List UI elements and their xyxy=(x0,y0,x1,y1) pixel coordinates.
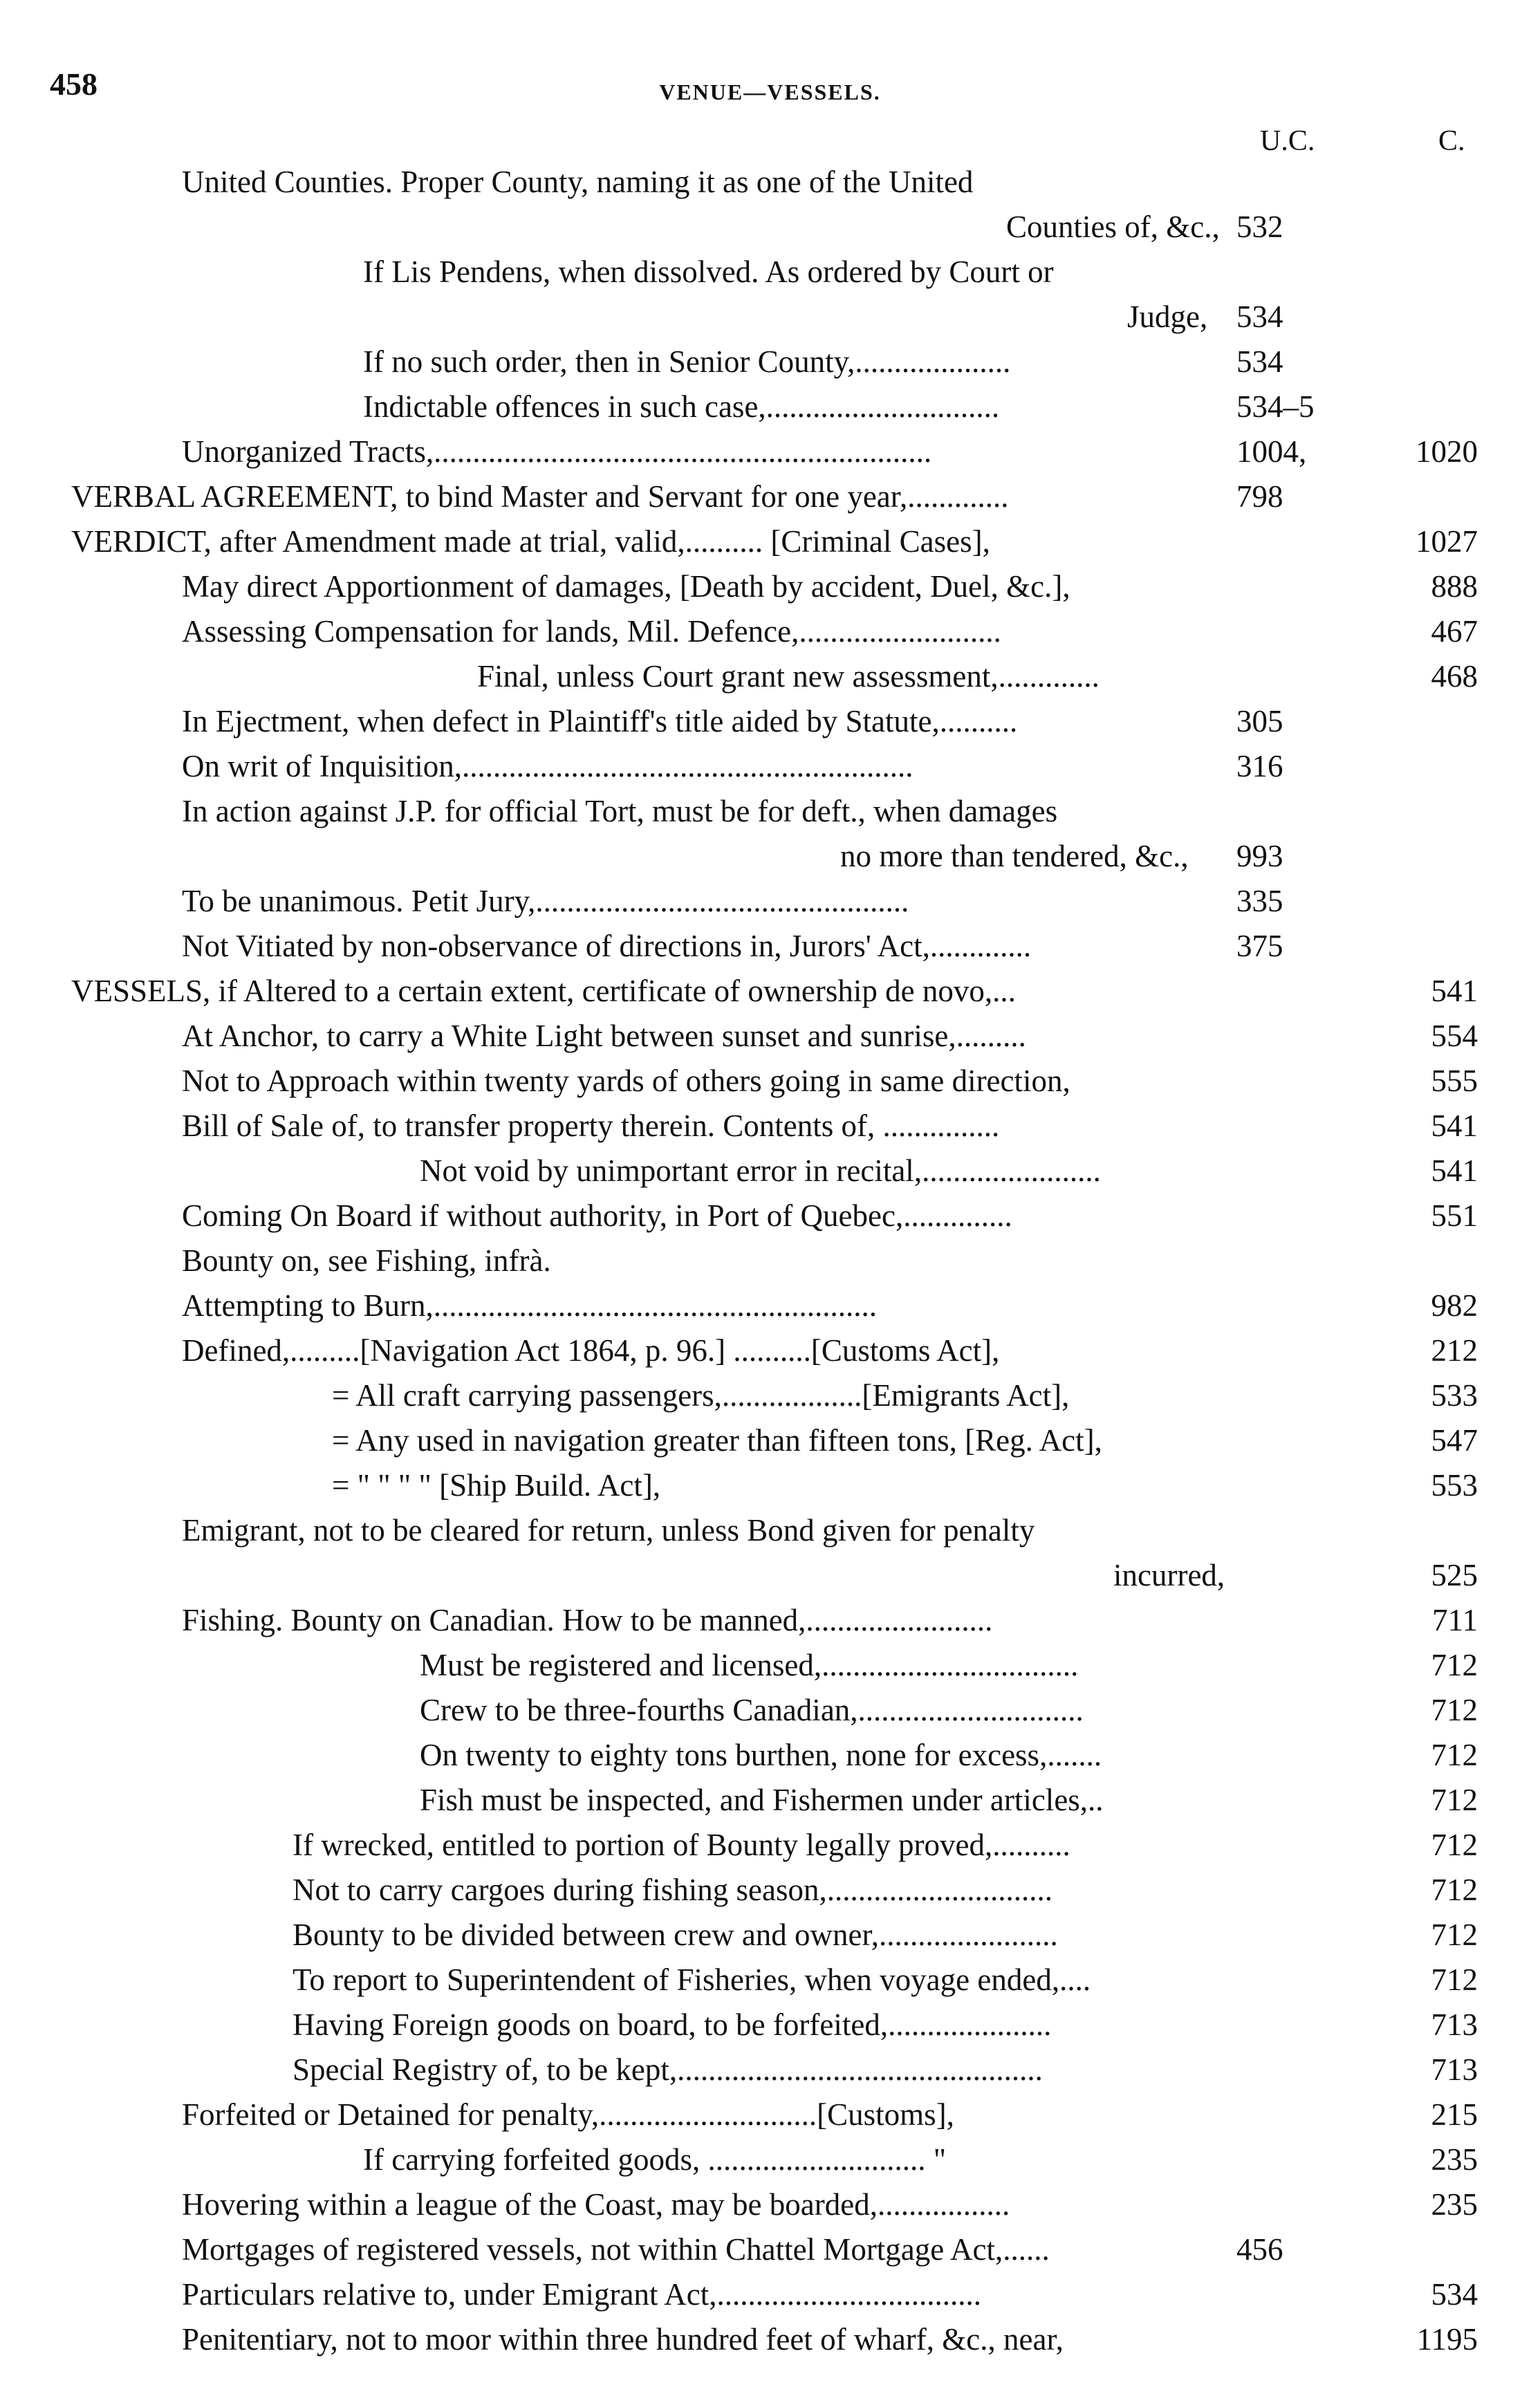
entry-text: Counties of, &c., xyxy=(1006,210,1220,244)
running-head: VENUE—VESSELS. xyxy=(659,80,881,104)
index-entry xyxy=(0,1736,1540,1774)
entry-c-page: 888 xyxy=(1431,569,1478,604)
entry-uc-page: 1004, xyxy=(1236,434,1307,469)
entry-c-page: 235 xyxy=(1431,2187,1478,2222)
entry-c-page: 1020 xyxy=(1416,434,1478,469)
entry-uc-page: 375 xyxy=(1236,929,1283,963)
index-entry xyxy=(0,882,1540,920)
entry-text: Must be registered and licensed,................................. xyxy=(420,1648,1079,1682)
entry-text: Forfeited or Detained for penalty,............................[Customs], xyxy=(182,2097,954,2132)
index-entry xyxy=(0,1151,1540,1190)
entry-c-page: 554 xyxy=(1431,1019,1478,1053)
index-entry xyxy=(0,1421,1540,1460)
entry-c-page: 551 xyxy=(1431,1198,1478,1233)
entry-c-page: 215 xyxy=(1431,2097,1478,2132)
entry-text: To report to Superintendent of Fisheries, when voyage ended,.... xyxy=(293,1962,1091,1997)
index-entry xyxy=(0,1646,1540,1684)
index-entry xyxy=(0,1870,1540,1909)
entry-c-page: 982 xyxy=(1431,1288,1478,1323)
entry-text: Fish must be inspected, and Fishermen under articles,.. xyxy=(420,1783,1104,1817)
entry-text: Fishing. Bounty on Canadian. How to be manned,........................ xyxy=(182,1603,993,1637)
entry-uc-page: 993 xyxy=(1236,839,1283,873)
entry-text: = " " " " [Ship Build. Act], xyxy=(332,1468,661,1503)
entry-text: Bounty to be divided between crew and owner,....................... xyxy=(293,1918,1058,1952)
entry-c-page: 712 xyxy=(1431,1873,1478,1907)
index-entry xyxy=(0,837,1540,875)
entry-uc-page: 534–5 xyxy=(1236,389,1315,424)
index-entry xyxy=(0,1960,1540,1999)
entry-text: In action against J.P. for official Tort, must be for deft., when damages xyxy=(182,794,1058,828)
index-entry xyxy=(0,2320,1540,2359)
entry-uc-page: 335 xyxy=(1236,884,1283,918)
index-entry xyxy=(0,1196,1540,1235)
entry-c-page: 212 xyxy=(1431,1333,1478,1368)
index-entry xyxy=(0,162,1540,201)
entry-text: Not Vitiated by non-observance of directions in, Jurors' Act,............. xyxy=(182,929,1032,963)
index-entry xyxy=(0,1016,1540,1055)
entry-text: Special Registry of, to be kept,............................................... xyxy=(293,2052,1043,2087)
entry-c-page: 1195 xyxy=(1416,2322,1478,2357)
entry-text: Not to Approach within twenty yards of others going in same direction, xyxy=(182,1064,1070,1098)
entry-c-page: 712 xyxy=(1431,1962,1478,1997)
entry-c-page: 467 xyxy=(1431,614,1478,649)
index-entry xyxy=(0,1331,1540,1370)
entry-c-page: 533 xyxy=(1431,1378,1478,1413)
entry-text: Indictable offences in such case,.............................. xyxy=(363,389,1000,424)
index-entry xyxy=(0,612,1540,651)
entry-text: Penitentiary, not to moor within three hundred feet of wharf, &c., near, xyxy=(182,2322,1064,2357)
index-entry xyxy=(0,207,1540,246)
entry-c-page: 553 xyxy=(1431,1468,1478,1503)
index-entry xyxy=(0,1466,1540,1505)
entry-text: Assessing Compensation for lands, Mil. Defence,.......................... xyxy=(182,614,1001,649)
entry-text: Not to carry cargoes during fishing season,............................. xyxy=(293,1873,1052,1907)
entry-text: If no such order, then in Senior County,.................... xyxy=(363,344,1011,379)
entry-text: Mortgages of registered vessels, not within Chattel Mortgage Act,...... xyxy=(182,2232,1050,2267)
entry-text: If carrying forfeited goods, ............................ " xyxy=(363,2142,947,2177)
entry-c-page: 541 xyxy=(1431,974,1478,1008)
index-entry xyxy=(0,2185,1540,2224)
index-entry xyxy=(0,927,1540,965)
entry-text: Coming On Board if without authority, in Port of Quebec,.............. xyxy=(182,1198,1012,1233)
index-entry xyxy=(0,1286,1540,1325)
entry-text: Particulars relative to, under Emigrant Act,.................................. xyxy=(182,2277,982,2312)
entry-c-page: 712 xyxy=(1431,1783,1478,1817)
index-entry xyxy=(0,1511,1540,1550)
entry-text: incurred, xyxy=(1113,1558,1225,1593)
index-entry xyxy=(0,1106,1540,1145)
entry-uc-page: 534 xyxy=(1236,344,1283,379)
entry-c-page: 1027 xyxy=(1416,524,1478,559)
index-entry xyxy=(0,1781,1540,1819)
entry-c-page: 541 xyxy=(1431,1153,1478,1188)
entry-text: VERBAL AGREEMENT, to bind Master and Servant for one year,............. xyxy=(71,479,1009,514)
entry-c-page: 547 xyxy=(1431,1423,1478,1458)
entry-text: Bill of Sale of, to transfer property therein. Contents of, ............... xyxy=(182,1108,1000,1143)
index-entry xyxy=(0,1241,1540,1280)
entry-text: Emigrant, not to be cleared for return, unless Bond given for penalty xyxy=(182,1513,1035,1548)
entry-c-page: 534 xyxy=(1431,2277,1478,2312)
index-entry xyxy=(0,567,1540,606)
entry-uc-page: 534 xyxy=(1236,299,1283,334)
index-entry xyxy=(0,2005,1540,2044)
entry-c-page: 541 xyxy=(1431,1108,1478,1143)
entry-text: On twenty to eighty tons burthen, none for excess,....... xyxy=(420,1738,1102,1772)
column-head-c: C. xyxy=(1438,125,1465,157)
index-entry xyxy=(0,342,1540,381)
entry-text: Attempting to Burn,......................................................... xyxy=(182,1288,877,1323)
index-entry xyxy=(0,1691,1540,1729)
entry-c-page: 712 xyxy=(1431,1738,1478,1772)
entry-text: Judge, xyxy=(1127,299,1208,334)
entry-text: If wrecked, entitled to portion of Bounty legally proved,.......... xyxy=(293,1828,1070,1862)
index-entry xyxy=(0,1601,1540,1640)
entry-uc-page: 305 xyxy=(1236,704,1283,739)
entry-c-page: 712 xyxy=(1431,1648,1478,1682)
index-entry xyxy=(0,1826,1540,1864)
entry-text: Final, unless Court grant new assessment,............. xyxy=(477,659,1100,694)
entry-text: VERDICT, after Amendment made at trial, valid,.......... [Criminal Cases], xyxy=(71,524,990,559)
index-entry xyxy=(0,2230,1540,2269)
entry-text: May direct Apportionment of damages, [Death by accident, Duel, &c.], xyxy=(182,569,1070,604)
index-entry xyxy=(0,1915,1540,1954)
entry-uc-page: 798 xyxy=(1236,479,1283,514)
index-entry xyxy=(0,432,1540,471)
entry-text: To be unanimous. Petit Jury,................................................ xyxy=(182,884,909,918)
index-entry xyxy=(0,522,1540,561)
index-entry xyxy=(0,477,1540,516)
entry-text: At Anchor, to carry a White Light between sunset and sunrise,......... xyxy=(182,1019,1026,1053)
entry-text: Crew to be three-fourths Canadian,............................. xyxy=(420,1693,1084,1727)
entry-text: If Lis Pendens, when dissolved. As ordered by Court or xyxy=(363,254,1054,289)
entry-c-page: 713 xyxy=(1431,2007,1478,2042)
index-entry xyxy=(0,972,1540,1010)
entry-text: VESSELS, if Altered to a certain extent, certificate of ownership de novo,... xyxy=(71,974,1016,1008)
index-entry xyxy=(0,1061,1540,1100)
entry-text: Unorganized Tracts,................................................................ xyxy=(182,434,932,469)
index-entry xyxy=(0,1376,1540,1415)
index-entry xyxy=(0,747,1540,786)
index-entry xyxy=(0,2275,1540,2314)
index-entry xyxy=(0,702,1540,741)
entry-c-page: 525 xyxy=(1431,1558,1478,1593)
entry-text: Not void by unimportant error in recital,....................... xyxy=(420,1153,1101,1188)
entry-text: In Ejectment, when defect in Plaintiff's title aided by Statute,.......... xyxy=(182,704,1018,739)
entry-text: no more than tendered, &c., xyxy=(840,839,1189,873)
entry-c-page: 468 xyxy=(1431,659,1478,694)
entry-c-page: 713 xyxy=(1431,2052,1478,2087)
entry-c-page: 712 xyxy=(1431,1693,1478,1727)
entry-text: = All craft carrying passengers,..................[Emigrants Act], xyxy=(332,1378,1070,1413)
entry-text: United Counties. Proper County, naming it as one of the United xyxy=(182,165,974,199)
index-entry xyxy=(0,1556,1540,1595)
index-entry xyxy=(0,2095,1540,2134)
entry-text: = Any used in navigation greater than fifteen tons, [Reg. Act], xyxy=(332,1423,1102,1458)
entry-c-page: 712 xyxy=(1431,1828,1478,1862)
entry-text: Having Foreign goods on board, to be forfeited,..................... xyxy=(293,2007,1052,2042)
entry-text: Hovering within a league of the Coast, may be boarded,................. xyxy=(182,2187,1010,2222)
column-head-uc: U.C. xyxy=(1260,125,1315,157)
entry-text: Defined,.........[Navigation Act 1864, p. 96.] ..........[Customs Act], xyxy=(182,1333,1000,1368)
entry-uc-page: 532 xyxy=(1236,210,1283,244)
index-entry xyxy=(0,657,1540,696)
entry-text: Bounty on, see Fishing, infrà. xyxy=(182,1243,551,1278)
page-number: 458 xyxy=(50,66,98,102)
index-entry xyxy=(0,252,1540,291)
index-entry xyxy=(0,387,1540,426)
index-entry xyxy=(0,2140,1540,2179)
entry-c-page: 555 xyxy=(1431,1064,1478,1098)
index-entry xyxy=(0,792,1540,830)
entry-uc-page: 316 xyxy=(1236,749,1283,783)
index-entry xyxy=(0,2050,1540,2089)
entry-c-page: 712 xyxy=(1431,1918,1478,1952)
index-entry xyxy=(0,297,1540,336)
entry-c-page: 235 xyxy=(1431,2142,1478,2177)
entry-text: On writ of Inquisition,.......................................................... xyxy=(182,749,913,783)
entry-uc-page: 456 xyxy=(1236,2232,1283,2267)
entry-c-page: 711 xyxy=(1432,1603,1478,1637)
